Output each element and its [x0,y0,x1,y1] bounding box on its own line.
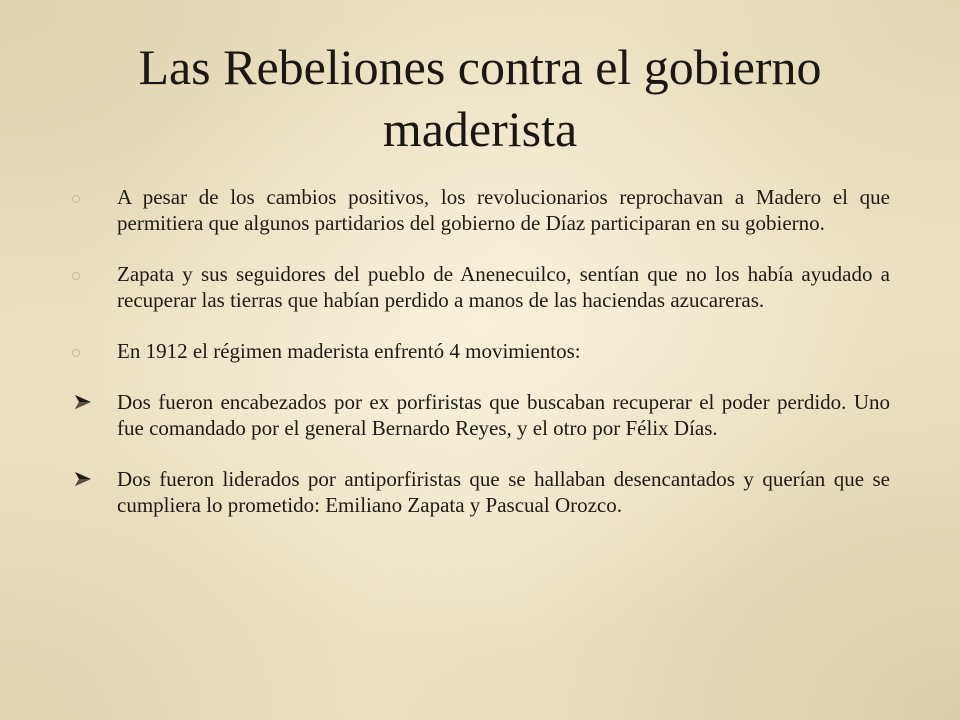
bullet-list [72,184,890,543]
bullet-item [72,261,890,313]
slide-title: Las Rebeliones contra el gobierno maderista [138,39,822,157]
arrow-bullet-icon [75,472,91,486]
bullet-text: Zapata y sus seguidores del pueblo de Anenecuilco, sentían que no los había ayudado a recuperar las tierras que habían perdido a manos de las haciendas azucareras. [117,262,890,312]
circle-bullet-icon [72,272,80,280]
bullet-item [72,389,890,441]
bullet-text: Dos fueron encabezados por ex porfiristas que buscaban recuperar el poder perdido. Uno fue comandado por el general Bernardo Reyes, y el otro por Félix Días. [117,390,890,440]
arrow-bullet-icon [75,395,91,409]
bullet-text: A pesar de los cambios positivos, los revolucionarios reprochavan a Madero el que permitiera que algunos partidarios del gobierno de Díaz participaran en su gobierno. [117,185,890,235]
bullet-text: Dos fueron liderados por antiporfiristas que se hallaban desencantados y querían que se cumpliera lo prometido: Emiliano Zapata y Pascual Orozco. [117,467,890,517]
bullet-item [72,184,890,236]
bullet-item [72,338,890,364]
circle-bullet-icon [72,195,80,203]
circle-bullet-icon [72,349,80,357]
bullet-text: En 1912 el régimen maderista enfrentó 4 movimientos: [117,339,581,363]
bullet-item [72,466,890,518]
